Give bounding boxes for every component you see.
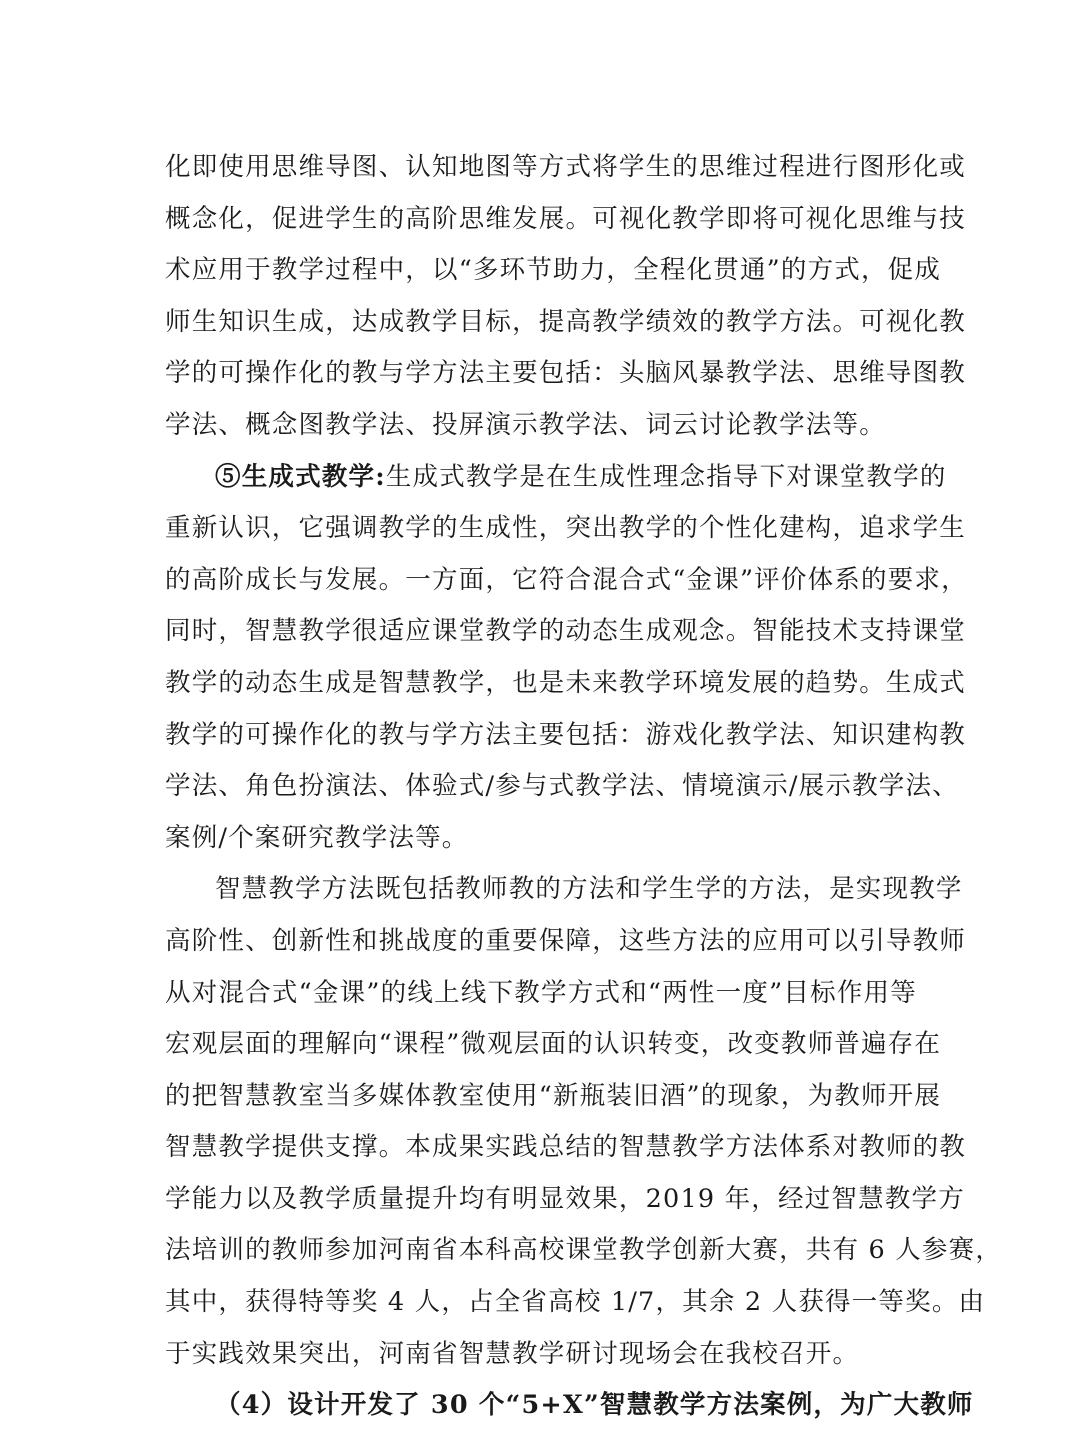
text-line: 同时，智慧教学很适应课堂教学的动态生成观念。智能技术支持课堂 <box>165 616 967 647</box>
text-line: 于实践效果突出，河南省智慧教学研讨现场会在我校召开。 <box>165 1338 860 1369</box>
text-line: 学法、概念图教学法、投屏演示教学法、词云讨论教学法等。 <box>165 409 886 440</box>
text-line: 其中，获得特等奖 4 人，占全省高校 1/7，其余 2 人获得一等奖。由 <box>165 1287 986 1318</box>
text-line: 的高阶成长与发展。一方面，它符合混合式“金课”评价体系的要求， <box>165 564 968 595</box>
text-line: 智慧教学方法既包括教师教的方法和学生学的方法，是实现教学 <box>215 874 963 905</box>
text-line: 师生知识生成，达成教学目标，提高教学绩效的教学方法。可视化教 <box>165 306 967 337</box>
text-line-rest: 生成式教学是在生成性理念指导下对课堂教学的 <box>385 461 947 492</box>
text-line: 案例/个案研究教学法等。 <box>165 822 469 853</box>
text-line: 重新认识，它强调教学的生成性，突出教学的个性化建构，追求学生 <box>165 513 967 544</box>
text-line: 智慧教学提供支撑。本成果实践总结的智慧教学方法体系对教师的教 <box>165 1132 967 1163</box>
text-line: 学的可操作化的教与学方法主要包括：头脑风暴教学法、思维导图教 <box>165 358 967 389</box>
text-line: 化即使用思维导图、认知地图等方式将学生的思维过程进行图形化或 <box>165 152 967 182</box>
text-line: 术应用于教学过程中，以“多环节助力，全程化贯通”的方式，促成 <box>165 255 942 286</box>
numbered-heading: （4）设计开发了 30 个“5+X”智慧教学方法案例，为广大教师 <box>215 1390 974 1421</box>
text-line: 学法、角色扮演法、体验式/参与式教学法、情境演示/展示教学法、 <box>165 771 959 802</box>
text-line: 高阶性、创新性和挑战度的重要保障，这些方法的应用可以引导教师 <box>165 925 967 956</box>
text-line: 教学的动态生成是智慧教学，也是未来教学环境发展的趋势。生成式 <box>165 667 967 698</box>
paragraph-first-line <box>165 452 947 504</box>
text-line: 从对混合式“金课”的线上线下教学方式和“两性一度”目标作用等 <box>165 977 917 1008</box>
text-line: 教学的可操作化的教与学方法主要包括：游戏化教学法、知识建构教 <box>165 719 967 750</box>
text-line: 概念化，促进学生的高阶思维发展。可视化教学即将可视化思维与技 <box>165 203 967 234</box>
body-text <box>165 142 1003 1432</box>
section-heading: ⑤生成式教学: <box>215 461 386 492</box>
text-line: 的把智慧教室当多媒体教室使用“新瓶装旧酒”的现象，为教师开展 <box>165 1080 942 1111</box>
text-line: 宏观层面的理解向“课程”微观层面的认识转变，改变教师普遍存在 <box>165 1029 942 1060</box>
text-line: 法培训的教师参加河南省本科高校课堂教学创新大赛，共有 6 人参赛， <box>165 1235 1003 1266</box>
text-line: 学能力以及教学质量提升均有明显效果，2019 年，经过智慧教学方 <box>165 1183 965 1214</box>
